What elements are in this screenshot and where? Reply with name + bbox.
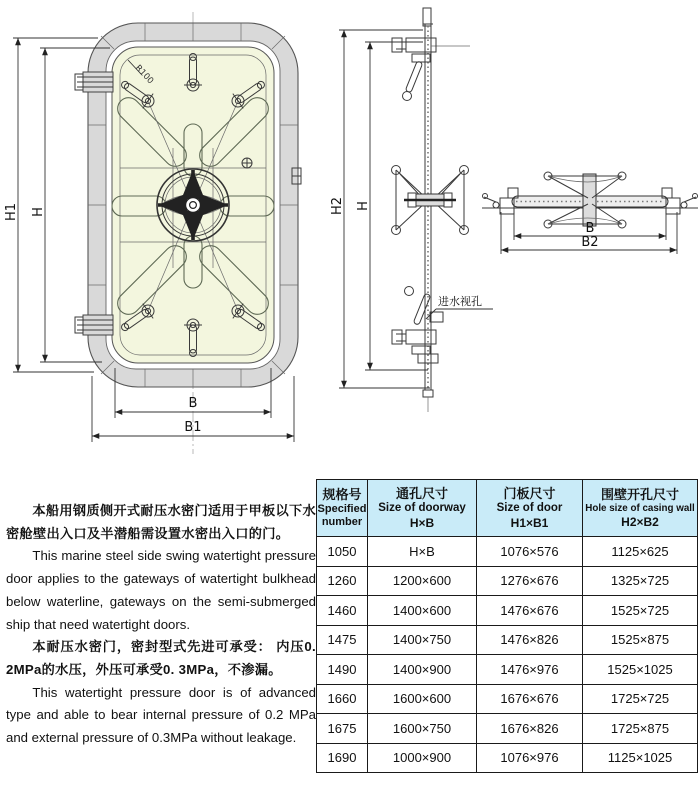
table-row <box>317 714 698 744</box>
dim-label-h-side: H <box>356 201 371 211</box>
table-cell: 1690 <box>317 743 368 773</box>
table-cell: 1460 <box>317 596 368 626</box>
table-header-row <box>317 480 698 537</box>
table-row <box>317 537 698 567</box>
spec-table <box>316 479 698 773</box>
side-view-drawing <box>330 0 505 430</box>
col-header-door-size <box>477 480 583 537</box>
description-zh-1: 本船用钢质侧开式耐压水密门适用于甲板以下水密舱壁出入口及半潜船需设置水密出入口的门。 <box>6 503 316 541</box>
top-bracket <box>392 38 436 101</box>
handwheel-edge <box>392 166 469 235</box>
header-en: Specified number <box>317 503 367 529</box>
table-cell: 1400×750 <box>368 625 477 655</box>
table-cell: 1325×725 <box>583 566 698 596</box>
col-header-specified-number <box>317 480 368 537</box>
dim-label-h2: H2 <box>330 196 345 216</box>
inspection-hole-callout <box>426 294 493 322</box>
dim-label-h1: H1 <box>4 202 19 222</box>
table-row <box>317 596 698 626</box>
table-cell: 1476×976 <box>477 655 583 685</box>
table-row <box>317 625 698 655</box>
table-cell: 1525×875 <box>583 625 698 655</box>
dim-label-b-top: B <box>585 221 595 236</box>
header-dim: H1×B1 <box>510 515 549 530</box>
dim-label-h: H <box>31 207 46 217</box>
table-cell: 1125×1025 <box>583 743 698 773</box>
table-cell: 1276×676 <box>477 566 583 596</box>
table-cell: 1400×600 <box>368 596 477 626</box>
header-dim: H×B <box>409 515 435 530</box>
table-cell: 1600×750 <box>368 714 477 744</box>
col-header-casing-hole-size <box>583 480 698 537</box>
table-cell: 1400×900 <box>368 655 477 685</box>
hinge-upper <box>75 72 113 92</box>
table-cell: 1476×826 <box>477 625 583 655</box>
header-en: Hole size of casing wall <box>585 503 695 515</box>
table-cell: 1076×576 <box>477 537 583 567</box>
top-view-drawing <box>480 148 700 274</box>
table-cell: 1525×725 <box>583 596 698 626</box>
description-zh-2: 本耐压水密门，密封型式先进可承受： 内压0. 2MPa的水压，外压可承受0. 3MPa，不渗漏。 <box>6 639 316 677</box>
table-cell: 1600×600 <box>368 684 477 714</box>
header-zh: 通孔尺寸 <box>395 486 448 502</box>
description-en-2: This watertight pressure door is of advanced type and able to bear internal pressure of 0.2 MPa and external pressure of 0.3MPa without leakage. <box>6 684 316 746</box>
table-cell: 1000×900 <box>368 743 477 773</box>
table-cell: 1675 <box>317 714 368 744</box>
table-cell: 1490 <box>317 655 368 685</box>
table-cell: 1475 <box>317 625 368 655</box>
col-header-doorway-size <box>368 480 477 537</box>
header-en: Size of door <box>496 502 563 515</box>
description-block <box>6 500 316 750</box>
spec-table-body <box>317 537 698 773</box>
table-cell: 1260 <box>317 566 368 596</box>
table-cell: 1725×725 <box>583 684 698 714</box>
table-cell: 1725×875 <box>583 714 698 744</box>
inspection-hole-label: 进水视孔 <box>438 295 482 308</box>
header-zh: 门板尺寸 <box>503 486 556 502</box>
table-row <box>317 566 698 596</box>
table-cell: 1676×676 <box>477 684 583 714</box>
description-en-1: This marine steel side swing watertight pressure door applies to the gateways of watertight bulkhead below waterline, gateways on the semi-submerged ship that need watertight doors. <box>6 548 316 632</box>
dim-label-b: B <box>188 396 198 411</box>
table-cell: 1660 <box>317 684 368 714</box>
table-cell: 1050 <box>317 537 368 567</box>
table-cell: 1125×625 <box>583 537 698 567</box>
table-row <box>317 743 698 773</box>
header-dim: H2×B2 <box>621 514 659 529</box>
table-row <box>317 684 698 714</box>
dim-label-b2: B2 <box>581 235 599 250</box>
header-en: Size of doorway <box>378 502 466 515</box>
header-zh: 围壁开孔尺寸 <box>600 487 679 503</box>
front-view-drawing <box>2 8 312 460</box>
table-row <box>317 655 698 685</box>
table-cell: H×B <box>368 537 477 567</box>
table-cell: 1076×976 <box>477 743 583 773</box>
table-cell: 1200×600 <box>368 566 477 596</box>
dim-label-b1: B1 <box>184 420 202 435</box>
table-cell: 1476×676 <box>477 596 583 626</box>
table-cell: 1676×826 <box>477 714 583 744</box>
hinge-lower <box>75 315 113 335</box>
table-cell: 1525×1025 <box>583 655 698 685</box>
radius-text: R100 <box>132 63 156 87</box>
handwheel <box>157 169 229 241</box>
header-zh: 规格号 <box>322 487 362 503</box>
